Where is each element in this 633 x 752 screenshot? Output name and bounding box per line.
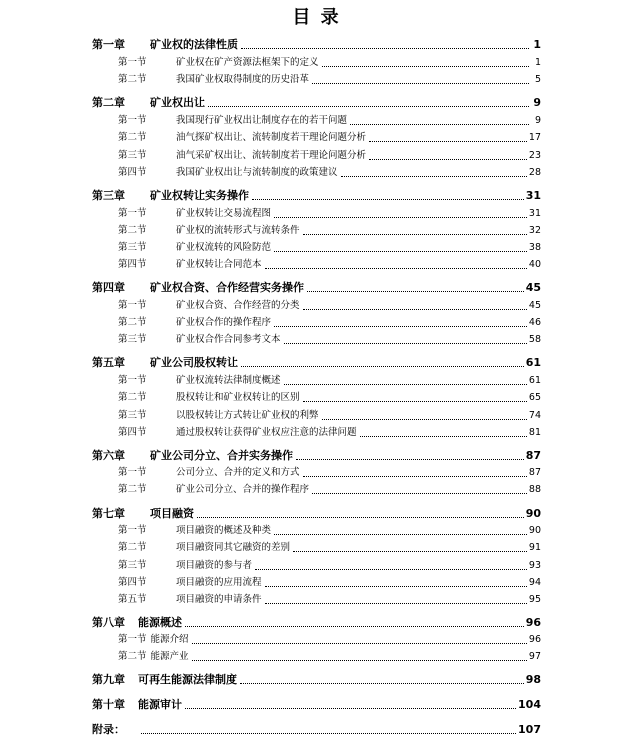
page-number: 95 (528, 594, 541, 605)
section-number: 第五节 (118, 594, 147, 605)
page-number: 9 (534, 115, 541, 126)
toc-section-entry[interactable] (92, 405, 541, 422)
toc-section-entry[interactable] (92, 329, 541, 346)
toc-section-entry[interactable] (92, 646, 541, 663)
section-number: 第一节 (118, 375, 147, 386)
dot-leader (369, 159, 527, 160)
section-number: 第三节 (118, 150, 147, 161)
toc-section-entry[interactable] (92, 387, 541, 404)
section-number: 第三节 (118, 560, 147, 571)
chapter-number: 第五章 (92, 356, 125, 369)
page-number: 45 (528, 300, 541, 311)
chapter-number: 第九章 (92, 673, 125, 686)
section-number: 第一节 (118, 208, 147, 219)
chapter-number: 第八章 (92, 616, 125, 629)
dot-leader (192, 643, 527, 644)
chapter-title: 项目融资 (150, 507, 194, 520)
page-number: 31 (525, 189, 541, 202)
section-number: 第二节 (118, 651, 147, 662)
section-title: 矿业权流转的风险防范 (176, 242, 272, 253)
section-title: 矿业公司分立、合并的操作程序 (176, 484, 310, 495)
toc-section-entry[interactable] (92, 110, 541, 127)
section-title: 我国矿业权出让与流转制度的政策建议 (176, 167, 338, 178)
page-number: 96 (525, 616, 541, 629)
section-title: 项目融资的概述及种类 (176, 525, 272, 536)
section-number: 第二节 (118, 484, 147, 495)
toc-chapter-entry[interactable] (92, 445, 541, 462)
page-number: 61 (525, 356, 541, 369)
page-number: 5 (534, 74, 541, 85)
dot-leader (307, 291, 524, 292)
dot-leader (303, 401, 527, 402)
page-number: 23 (528, 150, 541, 161)
page-number: 88 (528, 484, 541, 495)
toc-section-entry[interactable] (92, 220, 541, 237)
toc-chapter-entry[interactable] (92, 92, 541, 109)
section-title: 矿业权在矿产资源法框架下的定义 (176, 57, 319, 68)
toc-section-entry[interactable] (92, 462, 541, 479)
section-number: 第四节 (118, 167, 147, 178)
section-title: 矿业权合作合同参考文本 (176, 334, 281, 345)
section-number: 第二节 (118, 132, 147, 143)
dot-leader (303, 309, 527, 310)
toc-section-entry[interactable] (92, 145, 541, 162)
dot-leader (341, 176, 527, 177)
toc-section-entry[interactable] (92, 629, 541, 646)
chapter-number: 第四章 (92, 281, 125, 294)
page-number: 32 (528, 225, 541, 236)
dot-leader (303, 234, 527, 235)
section-title: 油气采矿权出让、流转制度若干理论问题分析 (176, 150, 367, 161)
page-title: 目 录 (292, 7, 341, 28)
dot-leader (274, 251, 527, 252)
dot-leader (284, 384, 527, 385)
section-title: 矿业权合资、合作经营的分类 (176, 300, 300, 311)
chapter-title: 矿业公司分立、合并实务操作 (150, 449, 293, 462)
dot-leader (360, 436, 527, 437)
section-title: 以股权转让方式转让矿业权的利弊 (176, 410, 319, 421)
section-number: 第一节 (118, 634, 147, 645)
dot-leader (265, 603, 527, 604)
toc-section-entry[interactable] (92, 555, 541, 572)
page-number: 1 (534, 57, 541, 68)
section-number: 第四节 (118, 259, 147, 270)
section-number: 第二节 (118, 317, 147, 328)
dot-leader (312, 83, 529, 84)
toc-section-entry[interactable] (92, 127, 541, 144)
chapter-title: 矿业公司股权转让 (150, 356, 238, 369)
section-title: 项目融资同其它融资的差别 (176, 542, 291, 553)
toc-section-entry[interactable] (92, 537, 541, 554)
chapter-number: 第十章 (92, 698, 125, 711)
toc-section-entry[interactable] (92, 520, 541, 537)
toc-section-entry[interactable] (92, 422, 541, 439)
section-title: 通过股权转让获得矿业权应注意的法律问题 (176, 427, 357, 438)
section-title: 矿业权转让交易流程图 (176, 208, 272, 219)
toc-chapter-entry[interactable] (92, 185, 541, 202)
chapter-number: 第一章 (92, 38, 125, 51)
dot-leader (274, 217, 527, 218)
section-title: 矿业权流转法律制度概述 (176, 375, 281, 386)
page-number: 90 (525, 507, 541, 520)
section-title: 股权转让和矿业权转让的区别 (176, 392, 300, 403)
toc-section-entry[interactable] (92, 295, 541, 312)
dot-leader (197, 517, 524, 518)
page-number: 96 (528, 634, 541, 645)
dot-leader (293, 551, 527, 552)
section-title: 公司分立、合并的定义和方式 (176, 467, 300, 478)
chapter-title: 矿业权出让 (150, 96, 205, 109)
toc-section-entry[interactable] (92, 479, 541, 496)
toc-section-entry[interactable] (92, 589, 541, 606)
page-number: 28 (528, 167, 541, 178)
toc-chapter-entry[interactable] (92, 694, 541, 711)
section-number: 第一节 (118, 467, 147, 478)
chapter-title: 能源审计 (138, 698, 182, 711)
section-number: 第一节 (118, 300, 147, 311)
toc-section-entry[interactable] (92, 370, 541, 387)
page-number: 38 (528, 242, 541, 253)
section-number: 第二节 (118, 225, 147, 236)
toc-section-entry[interactable] (92, 69, 541, 86)
section-title: 项目融资的参与者 (176, 560, 253, 571)
dot-leader (274, 326, 527, 327)
page-number: 94 (528, 577, 541, 588)
section-number: 第四节 (118, 427, 147, 438)
dot-leader (265, 586, 527, 587)
toc-chapter-entry[interactable] (92, 277, 541, 294)
section-number: 第二节 (118, 392, 147, 403)
page-number: 31 (528, 208, 541, 219)
toc-chapter-entry[interactable] (92, 34, 541, 51)
page-number: 93 (528, 560, 541, 571)
chapter-title: 矿业权的法律性质 (150, 38, 238, 51)
section-number: 第三节 (118, 410, 147, 421)
dot-leader (284, 343, 527, 344)
page-number: 45 (525, 281, 541, 294)
section-title: 我国现行矿业权出让制度存在的若干问题 (176, 115, 348, 126)
dot-leader (240, 683, 524, 684)
section-title: 能源产业 (150, 651, 189, 662)
page-number: 97 (528, 651, 541, 662)
dot-leader (185, 626, 524, 627)
page-number: 1 (533, 38, 541, 51)
page-number: 61 (528, 375, 541, 386)
section-title: 矿业权合作的操作程序 (176, 317, 272, 328)
chapter-number: 第三章 (92, 189, 125, 202)
toc-chapter-entry[interactable] (92, 719, 541, 736)
page-number: 107 (518, 723, 541, 736)
toc-section-entry[interactable] (92, 572, 541, 589)
page-number: 104 (518, 698, 541, 711)
toc-section-entry[interactable] (92, 312, 541, 329)
page-number: 9 (533, 96, 541, 109)
dot-leader (241, 366, 524, 367)
dot-leader (274, 534, 527, 535)
dot-leader (265, 268, 527, 269)
section-title: 矿业权的流转形式与流转条件 (176, 225, 300, 236)
dot-leader (296, 459, 524, 460)
page-number: 17 (528, 132, 541, 143)
dot-leader (241, 48, 529, 49)
section-title: 项目融资的申请条件 (176, 594, 262, 605)
dot-leader (303, 476, 527, 477)
dot-leader (322, 66, 529, 67)
page-number: 98 (525, 673, 541, 686)
chapter-number: 第二章 (92, 96, 125, 109)
dot-leader (192, 660, 527, 661)
dot-leader (369, 141, 527, 142)
chapter-title: 矿业权合资、合作经营实务操作 (150, 281, 304, 294)
section-number: 第一节 (118, 115, 147, 126)
chapter-title: 能源概述 (138, 616, 182, 629)
section-number: 第四节 (118, 577, 147, 588)
toc-chapter-entry[interactable] (92, 503, 541, 520)
dot-leader (252, 199, 524, 200)
dot-leader (208, 106, 529, 107)
section-title: 能源介绍 (150, 634, 189, 645)
page-number: 58 (528, 334, 541, 345)
dot-leader (322, 419, 527, 420)
page-number: 74 (528, 410, 541, 421)
page-number: 87 (525, 449, 541, 462)
toc-section-entry[interactable] (92, 52, 541, 69)
chapter-number: 第七章 (92, 507, 125, 520)
chapter-number: 第六章 (92, 449, 125, 462)
page-number: 40 (528, 259, 541, 270)
toc-section-entry[interactable] (92, 162, 541, 179)
page-number: 87 (528, 467, 541, 478)
page-number: 65 (528, 392, 541, 403)
section-title: 油气探矿权出让、流转制度若干理论问题分析 (176, 132, 367, 143)
section-title: 我国矿业权取得制度的历史沿革 (176, 74, 310, 85)
toc-section-entry[interactable] (92, 237, 541, 254)
toc-section-entry[interactable] (92, 203, 541, 220)
toc-section-entry[interactable] (92, 254, 541, 271)
section-number: 第一节 (118, 525, 147, 536)
section-number: 第三节 (118, 242, 147, 253)
section-number: 第一节 (118, 57, 147, 68)
dot-leader (141, 733, 516, 734)
toc-chapter-entry[interactable] (92, 669, 541, 686)
section-title: 项目融资的应用流程 (176, 577, 262, 588)
chapter-title: 可再生能源法律制度 (138, 673, 237, 686)
toc-chapter-entry[interactable] (92, 612, 541, 629)
dot-leader (350, 124, 529, 125)
page-number: 91 (528, 542, 541, 553)
chapter-title: 矿业权转让实务操作 (150, 189, 249, 202)
toc-chapter-entry[interactable] (92, 352, 541, 369)
dot-leader (312, 493, 527, 494)
chapter-number: 附录： (92, 723, 125, 736)
dot-leader (185, 708, 516, 709)
section-number: 第二节 (118, 542, 147, 553)
section-number: 第二节 (118, 74, 147, 85)
section-title: 矿业权转让合同范本 (176, 259, 262, 270)
section-number: 第三节 (118, 334, 147, 345)
page-number: 90 (528, 525, 541, 536)
page-number: 81 (528, 427, 541, 438)
dot-leader (255, 569, 527, 570)
page-number: 46 (528, 317, 541, 328)
